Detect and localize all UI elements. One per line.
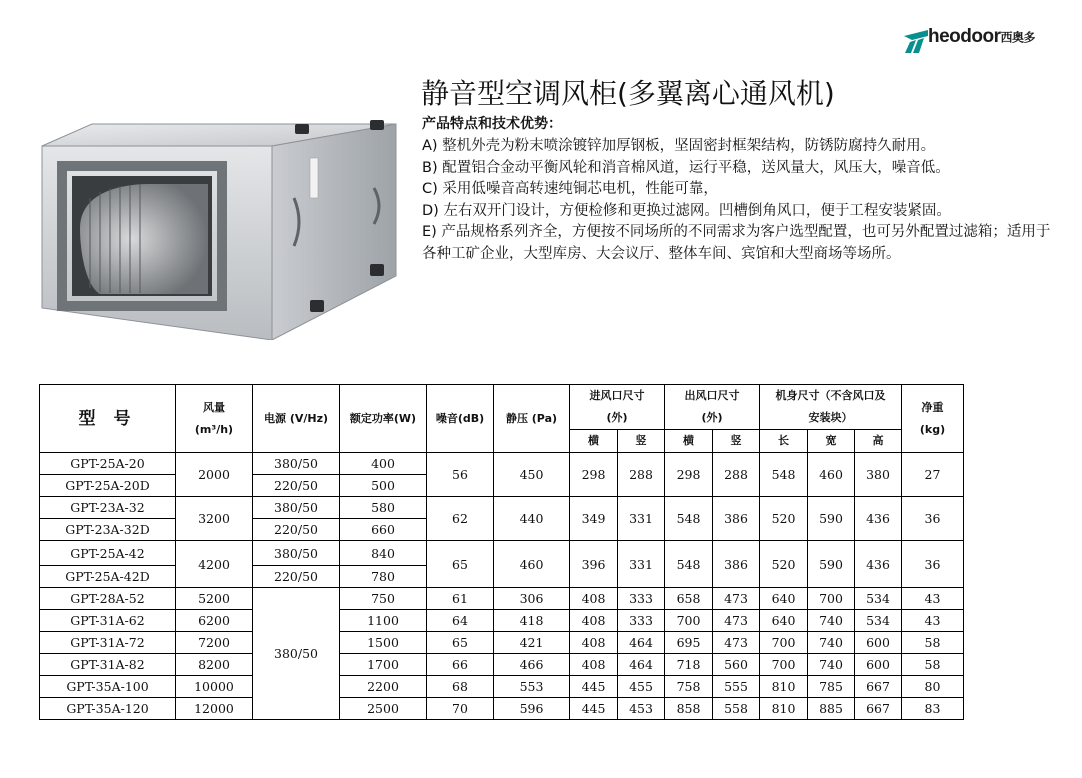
cell-wid: 885 (808, 698, 855, 720)
cell-power: 380/50 (253, 497, 340, 519)
cell-in-w: 298 (570, 453, 618, 497)
table-row (40, 610, 964, 632)
cell-power: 220/50 (253, 519, 340, 541)
cell-power: 220/50 (253, 475, 340, 497)
header-body-h: 高 (855, 430, 902, 453)
cell-hei: 436 (855, 541, 902, 588)
header-static-pressure: 静压 (Pa) (494, 385, 570, 453)
cell-model: GPT-25A-20D (40, 475, 176, 497)
page-title: 静音型空调风柜(多翼离心通风机) (421, 77, 835, 110)
feature-item-b: B) 配置铝合金动平衡风轮和消音棉风道，运行平稳，送风量大，风压大，噪音低。 (422, 159, 950, 176)
cell-model: GPT-25A-42D (40, 566, 176, 588)
cell-watts: 2200 (340, 676, 427, 698)
header-weight: 净重 (kg) (902, 385, 964, 453)
cell-in-w: 349 (570, 497, 618, 541)
cell-airflow: 5200 (176, 588, 253, 610)
header-airflow: 风量 (m³/h) (176, 385, 253, 453)
cell-noise: 68 (427, 676, 494, 698)
cell-model: GPT-35A-100 (40, 676, 176, 698)
header-body-size: 机身尺寸（不含风口及 安装块） (760, 385, 902, 430)
cell-pressure: 466 (494, 654, 570, 676)
cell-out-w: 298 (665, 453, 713, 497)
features-section (422, 113, 1062, 265)
cell-pressure: 450 (494, 453, 570, 497)
table-row (40, 453, 964, 475)
cell-len: 640 (760, 588, 808, 610)
cell-weight: 58 (902, 654, 964, 676)
header-outlet-h: 竖 (713, 430, 760, 453)
spec-table-body (40, 453, 964, 720)
feature-item-d: D) 左右双开门设计，方便检修和更换过滤网。凹槽倒角风口，便于工程安装紧固。 (422, 202, 951, 219)
cell-in-w: 445 (570, 676, 618, 698)
cell-out-w: 858 (665, 698, 713, 720)
cell-watts: 750 (340, 588, 427, 610)
cell-in-h: 453 (618, 698, 665, 720)
table-row (40, 676, 964, 698)
cell-watts: 500 (340, 475, 427, 497)
cell-model: GPT-31A-72 (40, 632, 176, 654)
table-row (40, 541, 964, 566)
cell-noise: 66 (427, 654, 494, 676)
cell-weight: 43 (902, 588, 964, 610)
header-rated-power: 额定功率(W) (340, 385, 427, 453)
cell-weight: 36 (902, 541, 964, 588)
cell-in-h: 288 (618, 453, 665, 497)
cell-noise: 64 (427, 610, 494, 632)
cell-model: GPT-25A-20 (40, 453, 176, 475)
cell-out-h: 558 (713, 698, 760, 720)
cell-wid: 785 (808, 676, 855, 698)
cell-model: GPT-23A-32D (40, 519, 176, 541)
cell-airflow: 2000 (176, 453, 253, 497)
header-model: 型 号 (40, 385, 176, 453)
header-inlet: 进风口尺寸 (外) (570, 385, 665, 430)
cell-len: 810 (760, 698, 808, 720)
cell-in-h: 331 (618, 497, 665, 541)
cell-model: GPT-35A-120 (40, 698, 176, 720)
header-outlet: 出风口尺寸 (外) (665, 385, 760, 430)
cell-in-h: 331 (618, 541, 665, 588)
cell-weight: 27 (902, 453, 964, 497)
cell-out-h: 473 (713, 588, 760, 610)
cell-airflow: 7200 (176, 632, 253, 654)
cell-pressure: 306 (494, 588, 570, 610)
cell-len: 520 (760, 541, 808, 588)
header-body-l: 长 (760, 430, 808, 453)
cell-watts: 840 (340, 541, 427, 566)
cell-hei: 380 (855, 453, 902, 497)
cell-out-w: 758 (665, 676, 713, 698)
cell-in-w: 408 (570, 610, 618, 632)
cell-out-h: 555 (713, 676, 760, 698)
cell-in-h: 464 (618, 632, 665, 654)
cell-len: 640 (760, 610, 808, 632)
feature-item-a: A) 整机外壳为粉末喷涂镀锌加厚钢板，坚固密封框架结构，防锈防腐持久耐用。 (422, 138, 936, 154)
cell-watts: 660 (340, 519, 427, 541)
cell-hei: 534 (855, 610, 902, 632)
cell-wid: 590 (808, 541, 855, 588)
cell-watts: 580 (340, 497, 427, 519)
cell-noise: 65 (427, 541, 494, 588)
cell-model: GPT-31A-82 (40, 654, 176, 676)
cell-out-h: 288 (713, 453, 760, 497)
cell-model: GPT-28A-52 (40, 588, 176, 610)
cell-watts: 1100 (340, 610, 427, 632)
header-outlet-w: 横 (665, 430, 713, 453)
cell-in-h: 455 (618, 676, 665, 698)
cell-len: 810 (760, 676, 808, 698)
cell-airflow: 6200 (176, 610, 253, 632)
cell-weight: 83 (902, 698, 964, 720)
cell-watts: 780 (340, 566, 427, 588)
cell-power-shared: 380/50 (253, 588, 340, 720)
cell-pressure: 596 (494, 698, 570, 720)
spec-table (39, 384, 964, 720)
cell-out-h: 473 (713, 632, 760, 654)
cell-in-w: 408 (570, 654, 618, 676)
product-photo (40, 118, 402, 340)
cell-noise: 70 (427, 698, 494, 720)
cell-out-h: 386 (713, 497, 760, 541)
cell-in-w: 408 (570, 588, 618, 610)
cell-power: 220/50 (253, 566, 340, 588)
cell-hei: 667 (855, 676, 902, 698)
table-row (40, 497, 964, 519)
logo-wordmark: heodoor西奥多 (928, 26, 1036, 47)
table-row (40, 588, 964, 610)
cell-wid: 700 (808, 588, 855, 610)
cell-in-w: 396 (570, 541, 618, 588)
cell-wid: 740 (808, 632, 855, 654)
cell-out-h: 560 (713, 654, 760, 676)
cell-power: 380/50 (253, 541, 340, 566)
cell-model: GPT-31A-62 (40, 610, 176, 632)
header-inlet-h: 竖 (618, 430, 665, 453)
logo-cn-text: 西奥多 (1000, 30, 1036, 45)
cell-weight: 58 (902, 632, 964, 654)
cell-len: 548 (760, 453, 808, 497)
cell-pressure: 418 (494, 610, 570, 632)
feature-item-c: C) 采用低噪音高转速纯铜芯电机，性能可靠， (422, 181, 718, 197)
header-noise: 噪音(dB) (427, 385, 494, 453)
cell-pressure: 460 (494, 541, 570, 588)
cell-out-w: 718 (665, 654, 713, 676)
cell-airflow: 3200 (176, 497, 253, 541)
table-row (40, 632, 964, 654)
cell-noise: 62 (427, 497, 494, 541)
cell-out-h: 386 (713, 541, 760, 588)
logo-mark-icon (902, 28, 930, 54)
header-inlet-w: 横 (570, 430, 618, 453)
brand-logo (902, 22, 1072, 58)
cell-pressure: 553 (494, 676, 570, 698)
cell-watts: 1500 (340, 632, 427, 654)
cell-len: 700 (760, 632, 808, 654)
cell-pressure: 421 (494, 632, 570, 654)
cell-len: 700 (760, 654, 808, 676)
cell-pressure: 440 (494, 497, 570, 541)
cell-airflow: 4200 (176, 541, 253, 588)
cell-airflow: 12000 (176, 698, 253, 720)
header-body-w: 宽 (808, 430, 855, 453)
cell-hei: 600 (855, 632, 902, 654)
cell-airflow: 8200 (176, 654, 253, 676)
cell-out-w: 658 (665, 588, 713, 610)
cell-hei: 600 (855, 654, 902, 676)
cell-in-w: 445 (570, 698, 618, 720)
cell-airflow: 10000 (176, 676, 253, 698)
cell-wid: 740 (808, 610, 855, 632)
cell-in-h: 333 (618, 610, 665, 632)
cell-len: 520 (760, 497, 808, 541)
cell-model: GPT-25A-42 (40, 541, 176, 566)
cell-watts: 1700 (340, 654, 427, 676)
feature-item-e: E) 产品规格系列齐全，方便按不同场所的不同需求为客户选型配置，也可另外配置过滤箱；适用于各种工矿企业，大型库房、大会议厅、整体车间、宾馆和大型商场等场所。 (422, 224, 1051, 262)
table-row (40, 654, 964, 676)
cell-power: 380/50 (253, 453, 340, 475)
cell-noise: 61 (427, 588, 494, 610)
cell-wid: 460 (808, 453, 855, 497)
cell-model: GPT-23A-32 (40, 497, 176, 519)
cell-weight: 43 (902, 610, 964, 632)
cell-weight: 36 (902, 497, 964, 541)
cell-wid: 590 (808, 497, 855, 541)
cell-hei: 667 (855, 698, 902, 720)
cell-noise: 65 (427, 632, 494, 654)
cell-in-h: 333 (618, 588, 665, 610)
cell-weight: 80 (902, 676, 964, 698)
cell-in-h: 464 (618, 654, 665, 676)
cell-out-w: 548 (665, 541, 713, 588)
cell-noise: 56 (427, 453, 494, 497)
cell-out-w: 700 (665, 610, 713, 632)
cell-out-h: 473 (713, 610, 760, 632)
features-heading: 产品特点和技术优势： (422, 116, 562, 132)
table-row (40, 698, 964, 720)
cell-out-w: 548 (665, 497, 713, 541)
cell-hei: 436 (855, 497, 902, 541)
cell-watts: 400 (340, 453, 427, 475)
cell-watts: 2500 (340, 698, 427, 720)
cell-hei: 534 (855, 588, 902, 610)
cell-out-w: 695 (665, 632, 713, 654)
cell-wid: 740 (808, 654, 855, 676)
cell-in-w: 408 (570, 632, 618, 654)
header-power: 电源 (V/Hz) (253, 385, 340, 453)
